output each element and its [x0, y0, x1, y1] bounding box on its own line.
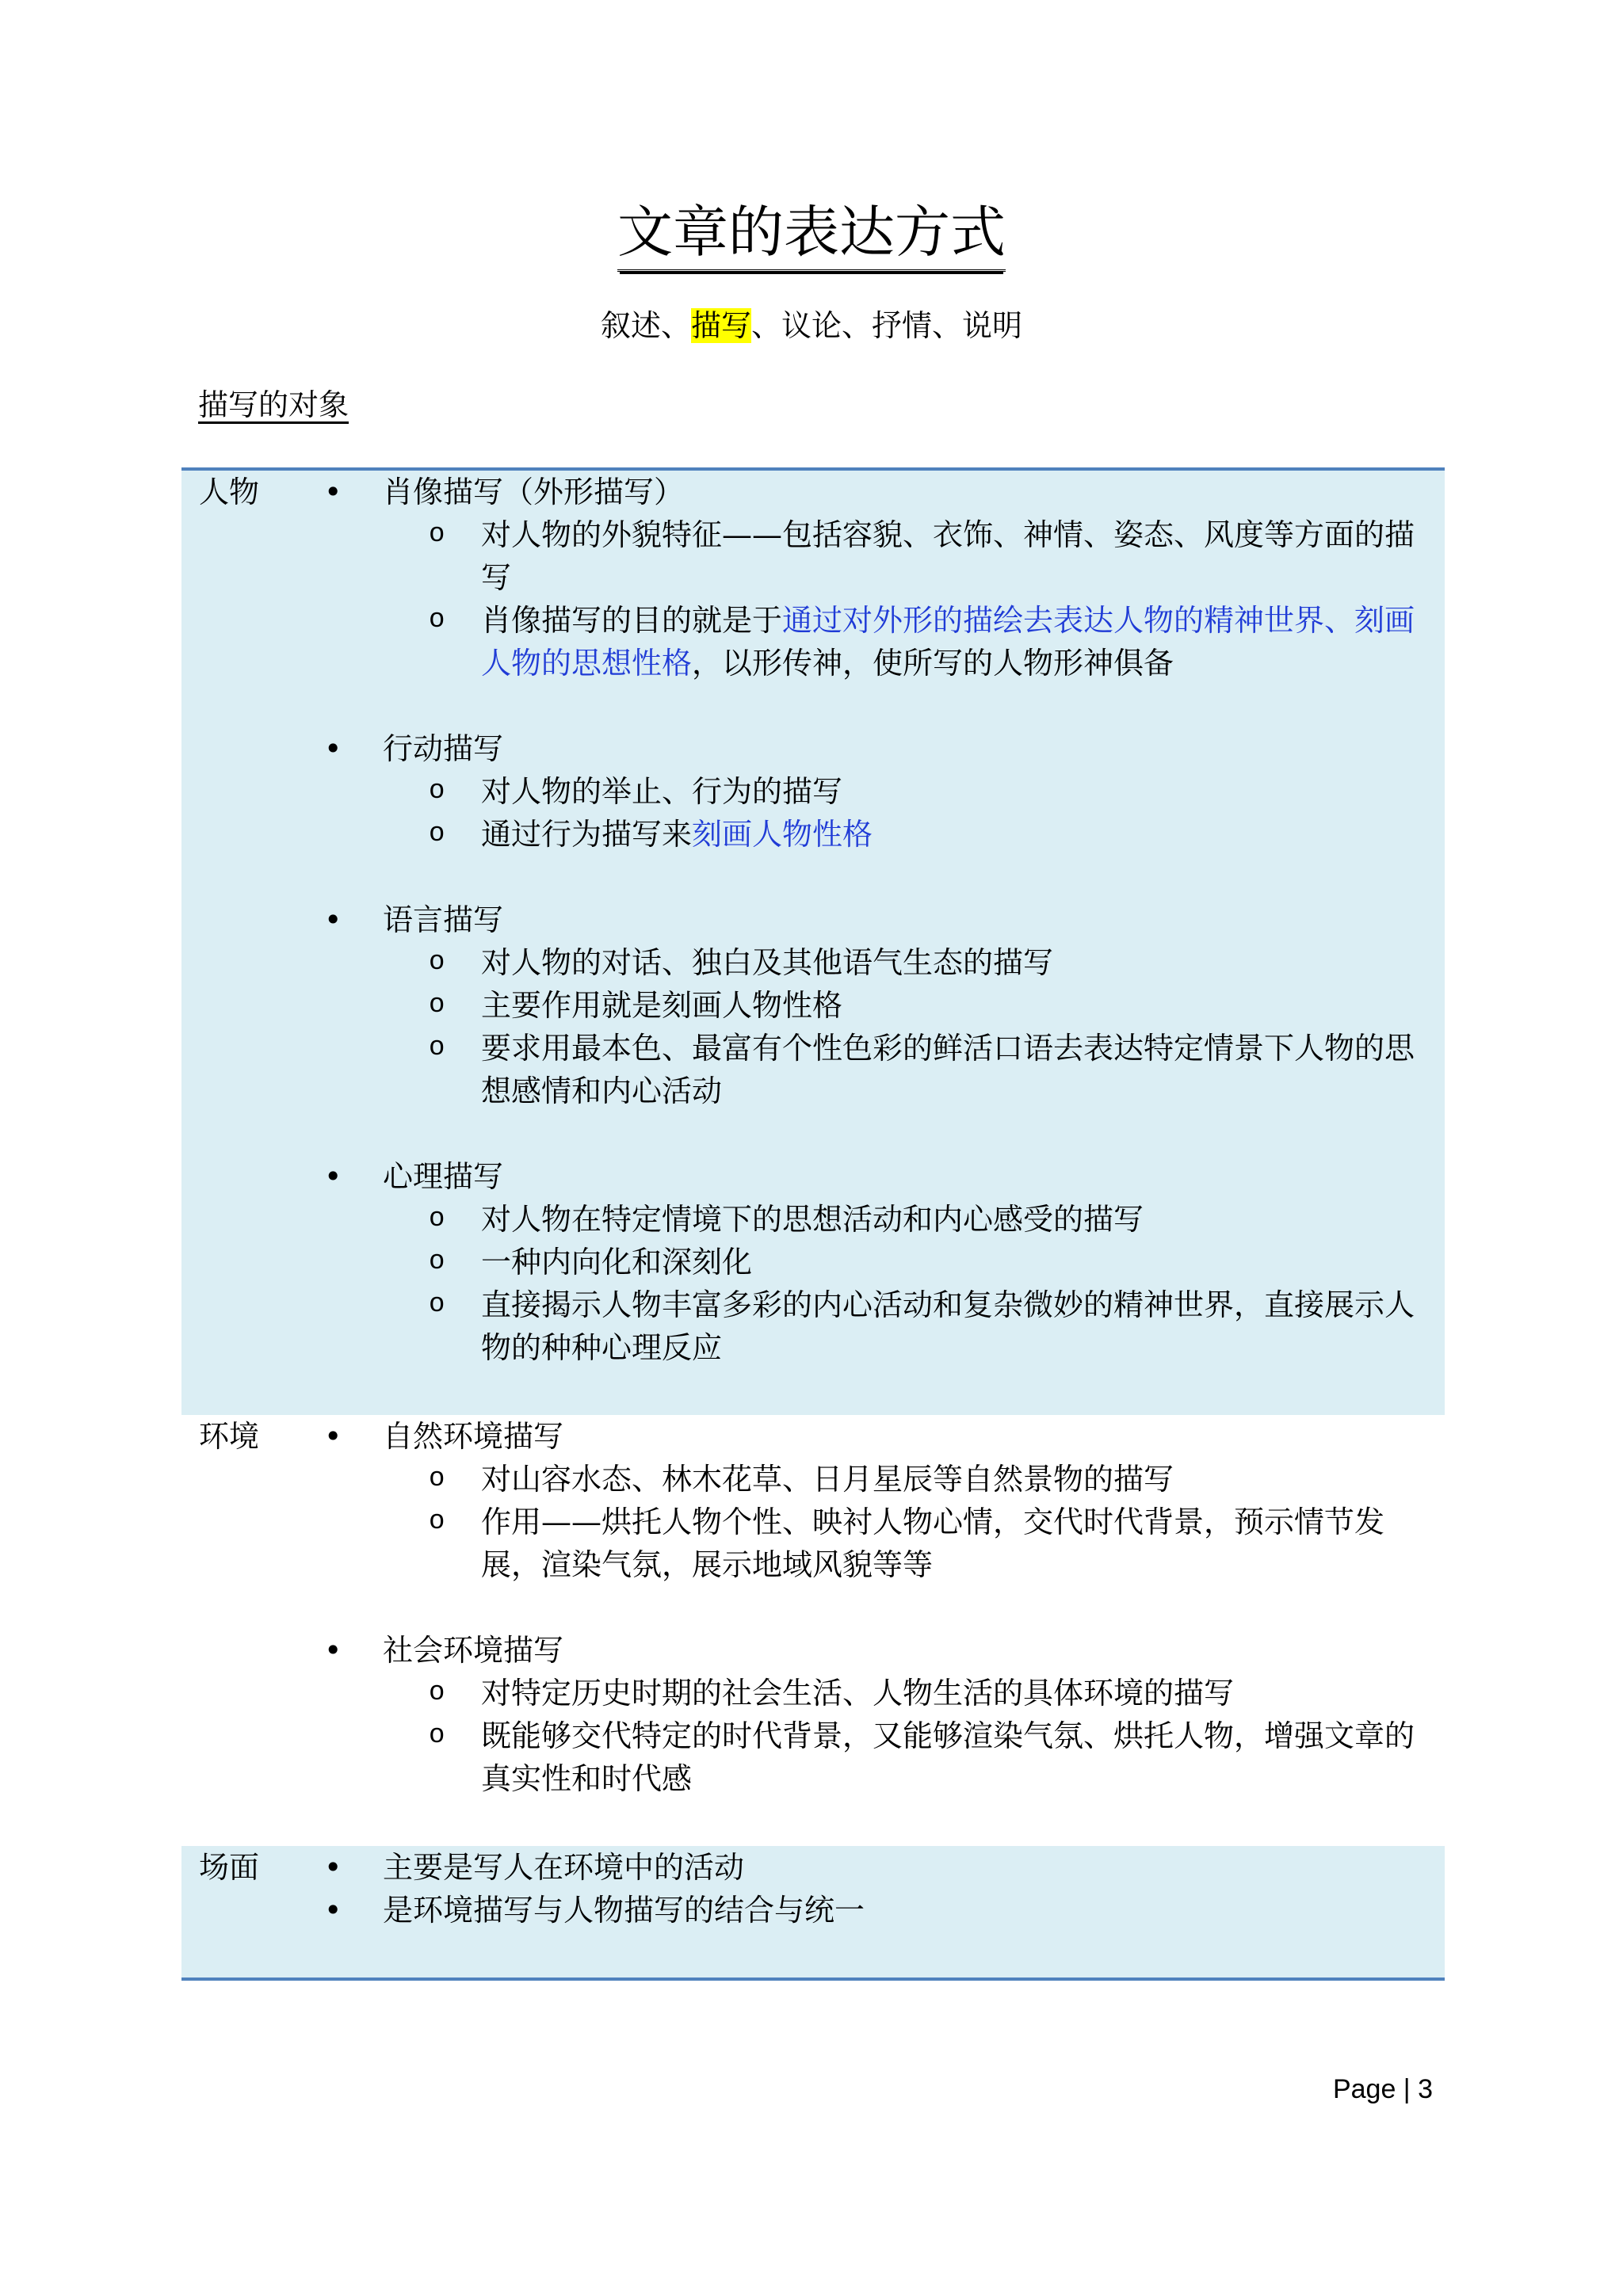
item-text: 心理描写 — [383, 1159, 504, 1194]
list-item — [324, 1889, 1438, 1932]
row-label-environment: 环境 — [199, 1419, 260, 1454]
sub-item-text: 对特定历史时期的社会生活、人物生活的具体环境的描写 — [481, 1676, 1235, 1711]
sub-list-item — [383, 599, 1438, 685]
table-row-scene — [181, 1846, 1445, 1978]
sub-list-item — [383, 984, 1438, 1027]
sub-item-text: 对人物在特定情境下的思想活动和内心感受的描写 — [481, 1202, 1144, 1237]
bullet-list — [324, 1846, 1438, 1932]
item-text: 肖像描写（外形描写） — [383, 475, 685, 509]
sub-item-text: 对人物的对话、独白及其他语气生态的描写 — [481, 945, 1054, 980]
page-number: Page | 3 — [1332, 2074, 1433, 2104]
sub-item-text: 直接揭示人物丰富多彩的内心活动和复杂微妙的精神世界，直接展示人物的种种心理反应 — [481, 1287, 1415, 1365]
sub-item-emphasis: 刻画人物性格 — [692, 817, 873, 852]
sub-item-emphasis: 通过对外形的描绘去表达人物的精神世界、刻画人物的思想性格 — [481, 603, 1415, 681]
sub-item-text: 对山容水态、林木花草、日月星辰等自然景物的描写 — [481, 1462, 1174, 1497]
sub-item-text: 一种内向化和深刻化 — [481, 1245, 753, 1280]
sub-item-text: 对人物的举止、行为的描写 — [481, 774, 843, 809]
page-title-text: 文章的表达方式 — [617, 196, 1006, 272]
description-table — [181, 467, 1445, 1981]
sub-list — [383, 513, 1438, 685]
sub-list — [383, 1672, 1438, 1800]
row-label-scene: 场面 — [199, 1850, 260, 1885]
item-text: 主要是写人在环境中的活动 — [383, 1850, 745, 1885]
subtitle-highlight: 描写 — [690, 308, 751, 343]
bullet-list — [324, 1415, 1438, 1800]
sub-list-item — [383, 1458, 1438, 1501]
item-text: 语言描写 — [383, 902, 504, 937]
list-item — [324, 1155, 1438, 1369]
subtitle-before: 叙述、 — [600, 308, 691, 343]
sub-item-text: ，以形传神，使所写的人物形神俱备 — [692, 646, 1174, 681]
list-item — [324, 471, 1438, 685]
sub-list-item — [383, 770, 1438, 813]
sub-list — [383, 941, 1438, 1112]
row-content-environment — [324, 1415, 1438, 1800]
item-text: 是环境描写与人物描写的结合与统一 — [383, 1893, 865, 1928]
page-title — [0, 196, 1623, 272]
list-item — [324, 1629, 1438, 1800]
sub-list-item — [383, 1501, 1438, 1586]
sub-list-item — [383, 813, 1438, 856]
sub-list — [383, 1458, 1438, 1586]
sub-list-item — [383, 941, 1438, 984]
sub-item-text: 肖像描写的目的就是于 — [481, 603, 783, 638]
row-label-people: 人物 — [199, 475, 260, 509]
list-item — [324, 898, 1438, 1112]
table-row-people — [181, 471, 1445, 1415]
item-text: 自然环境描写 — [383, 1419, 564, 1454]
list-item — [324, 727, 1438, 856]
item-text: 社会环境描写 — [383, 1633, 564, 1668]
subtitle — [0, 304, 1623, 347]
sub-item-text: 作用——烘托人物个性、映衬人物心情，交代时代背景，预示情节发展，渲染气氛，展示地域风貌等等 — [481, 1505, 1385, 1582]
subtitle-after: 、议论、抒情、说明 — [751, 308, 1023, 343]
sub-item-text: 通过行为描写来 — [481, 817, 693, 852]
sub-list-item — [383, 1198, 1438, 1241]
bullet-list — [324, 471, 1438, 1369]
list-item — [324, 1846, 1438, 1889]
sub-list — [383, 770, 1438, 856]
sub-item-text: 主要作用就是刻画人物性格 — [481, 988, 843, 1023]
sub-list-item — [383, 1672, 1438, 1714]
row-content-people — [324, 471, 1438, 1369]
sub-list — [383, 1198, 1438, 1369]
sub-list-item — [383, 1027, 1438, 1112]
item-text: 行动描写 — [383, 731, 504, 766]
sub-item-text: 对人物的外貌特征——包括容貌、衣饰、神情、姿态、风度等方面的描写 — [481, 517, 1415, 595]
sub-item-text: 既能够交代特定的时代背景，又能够渲染气氛、烘托人物，增强文章的真实性和时代感 — [481, 1718, 1415, 1796]
list-item — [324, 1415, 1438, 1586]
sub-list-item — [383, 1714, 1438, 1800]
section-heading: 描写的对象 — [198, 387, 349, 422]
sub-list-item — [383, 1241, 1438, 1283]
row-content-scene — [324, 1846, 1438, 1932]
sub-list-item — [383, 513, 1438, 599]
sub-item-text: 要求用最本色、最富有个性色彩的鲜活口语去表达特定情景下人物的思想感情和内心活动 — [481, 1031, 1415, 1108]
sub-list-item — [383, 1283, 1438, 1369]
table-row-environment — [181, 1415, 1445, 1846]
